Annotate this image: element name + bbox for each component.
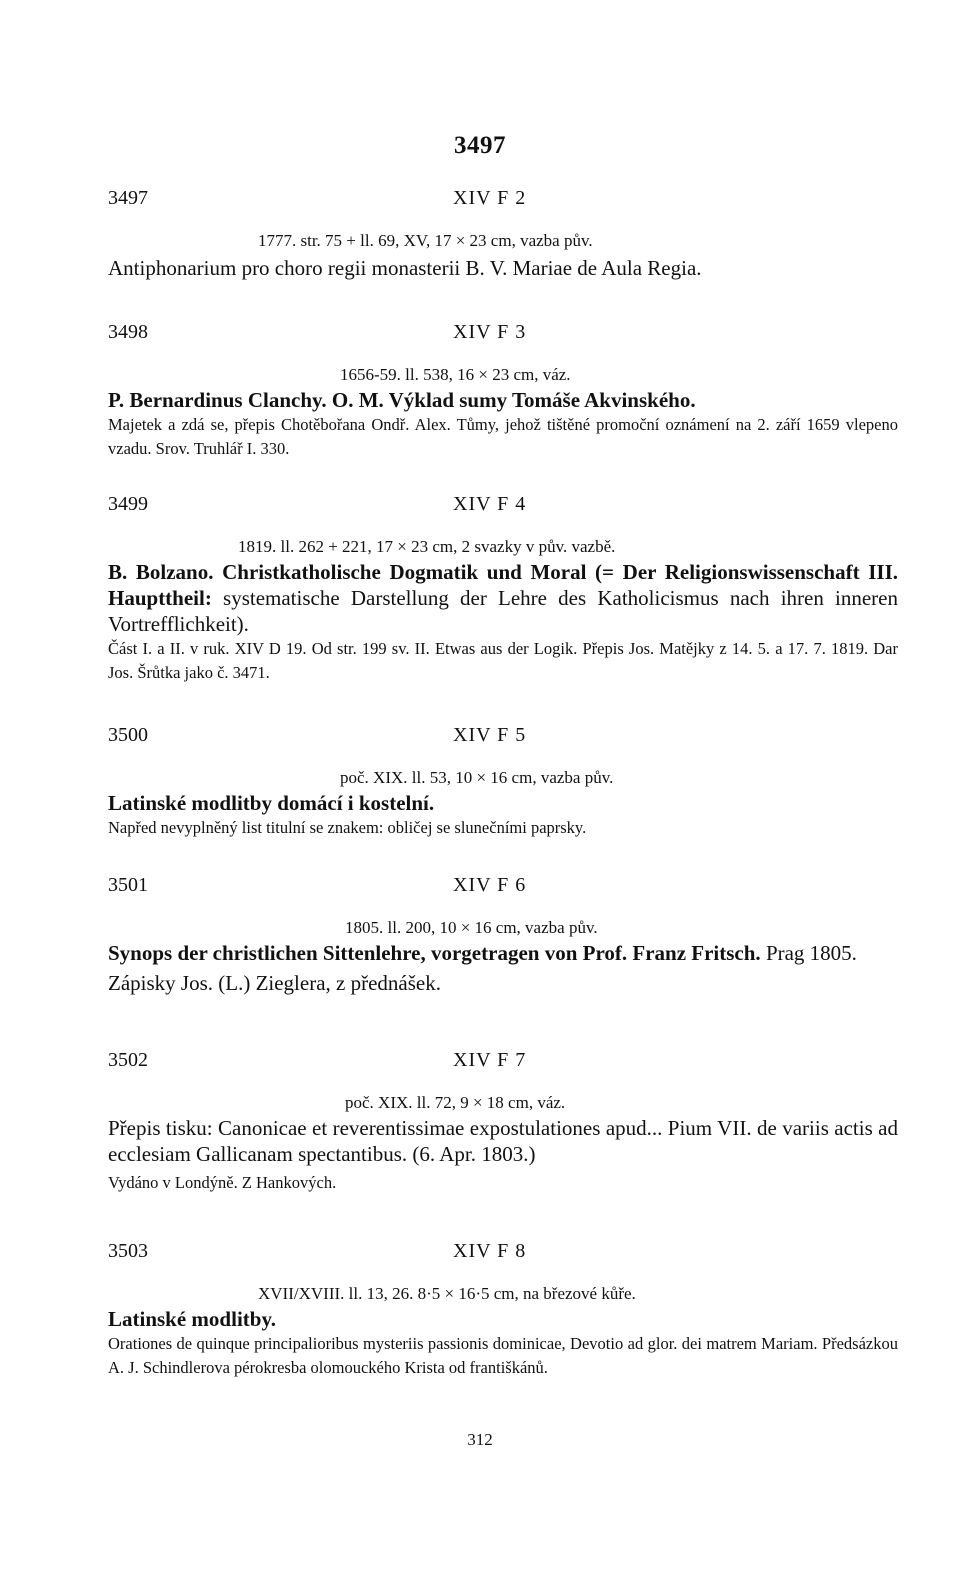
- entry-3502: [108, 1049, 898, 1195]
- entry-title: P. Bernardinus Clanchy. O. M. Výklad sumy Tomáše Akvinského.: [108, 388, 696, 412]
- entry-number: 3503: [108, 1240, 148, 1262]
- entry-3499: [108, 493, 898, 685]
- physical-description: 1656-59. ll. 538, 16 × 23 cm, váz.: [340, 365, 571, 384]
- entry-3501: [108, 874, 898, 996]
- entry-number: 3499: [108, 493, 148, 515]
- entry-title-rest: Prag 1805.: [760, 941, 857, 965]
- entry-title-rest: systematische Darstellung der Lehre des Katholicismus nach ihren inneren Vortrefflichkeit).: [108, 586, 898, 636]
- entry-title: Přepis tisku: Canonicae et reverentissimae expostulationes apud... Pium VII. de variis actis ad ecclesiam Gallicanam spectantibus. (6. Apr. 1803.): [108, 1116, 898, 1166]
- entry-number: 3498: [108, 321, 148, 343]
- entry-title: Antiphonarium pro choro regii monasterii B. V. Mariae de Aula Regia.: [108, 256, 702, 280]
- entry-number: 3497: [108, 187, 148, 209]
- entry-3500: [108, 724, 898, 840]
- entry-3498: [108, 321, 898, 461]
- entry-3503: [108, 1240, 898, 1380]
- shelfmark: XIV F 7: [453, 1049, 527, 1071]
- physical-description: poč. XIX. ll. 72, 9 × 18 cm, váz.: [345, 1093, 566, 1112]
- entry-title-bold: Synops der christlichen Sittenlehre, vorgetragen von Prof. Franz Fritsch.: [108, 941, 761, 965]
- entry-note: Část I. a II. v ruk. XIV D 19. Od str. 199 sv. II. Etwas aus der Logik. Přepis Jos. Matějky z 14. 5. a 17. 7. 1819. Dar Jos. Šrůtka jako č. 3471.: [108, 639, 898, 682]
- physical-description: XVII/XVIII. ll. 13, 26. 8·5 × 16·5 cm, na březové kůře.: [258, 1284, 636, 1303]
- entry-note: Napřed nevyplněný list titulní se znakem: obličej se slunečními paprsky.: [108, 818, 587, 837]
- entry-title: Latinské modlitby.: [108, 1307, 277, 1331]
- physical-description: 1805. ll. 200, 10 × 16 cm, vazba pův.: [345, 918, 598, 937]
- shelfmark: XIV F 8: [453, 1240, 527, 1262]
- entry-title: [108, 940, 898, 966]
- entry-note: Orationes de quinque principalioribus mysteriis passionis dominicae, Devotio ad glor. dei matrem Mariam. Předsázkou A. J. Schindlerova pérokresba olomouckého Krista od františkánů.: [108, 1334, 898, 1377]
- entry-number: 3502: [108, 1049, 148, 1071]
- physical-description: poč. XIX. ll. 53, 10 × 16 cm, vazba pův.: [340, 768, 614, 787]
- shelfmark: XIV F 2: [453, 187, 527, 209]
- shelfmark: XIV F 6: [453, 874, 527, 896]
- entry-note: Zápisky Jos. (L.) Zieglera, z přednášek.: [108, 971, 441, 995]
- shelfmark: XIV F 5: [453, 724, 527, 746]
- entry-number: 3501: [108, 874, 148, 896]
- entry-note: Majetek a zdá se, přepis Chotěbořana Ondř. Alex. Tůmy, jehož tištěné promoční oznámení na 2. září 1659 vlepeno vzadu. Srov. Truhlář I. 330.: [108, 415, 898, 458]
- entry-title: Latinské modlitby domácí i kostelní.: [108, 791, 435, 815]
- shelfmark: XIV F 4: [453, 493, 527, 515]
- entry-3497: [108, 187, 898, 281]
- entry-title-bold: B. Bolzano. Christkatholische Dogmatik und Moral (= Der Religionswissenschaft III. Haupttheil:: [108, 560, 898, 610]
- entry-title: [108, 559, 898, 637]
- page-header: 3497: [454, 132, 506, 159]
- entry-note: Vydáno v Londýně. Z Hankových.: [108, 1173, 337, 1192]
- physical-description: 1777. str. 75 + ll. 69, XV, 17 × 23 cm, vazba pův.: [258, 231, 593, 250]
- physical-description: 1819. ll. 262 + 221, 17 × 23 cm, 2 svazky v pův. vazbě.: [238, 537, 616, 556]
- shelfmark: XIV F 3: [453, 321, 527, 343]
- entry-number: 3500: [108, 724, 148, 746]
- page-number: 312: [467, 1430, 493, 1449]
